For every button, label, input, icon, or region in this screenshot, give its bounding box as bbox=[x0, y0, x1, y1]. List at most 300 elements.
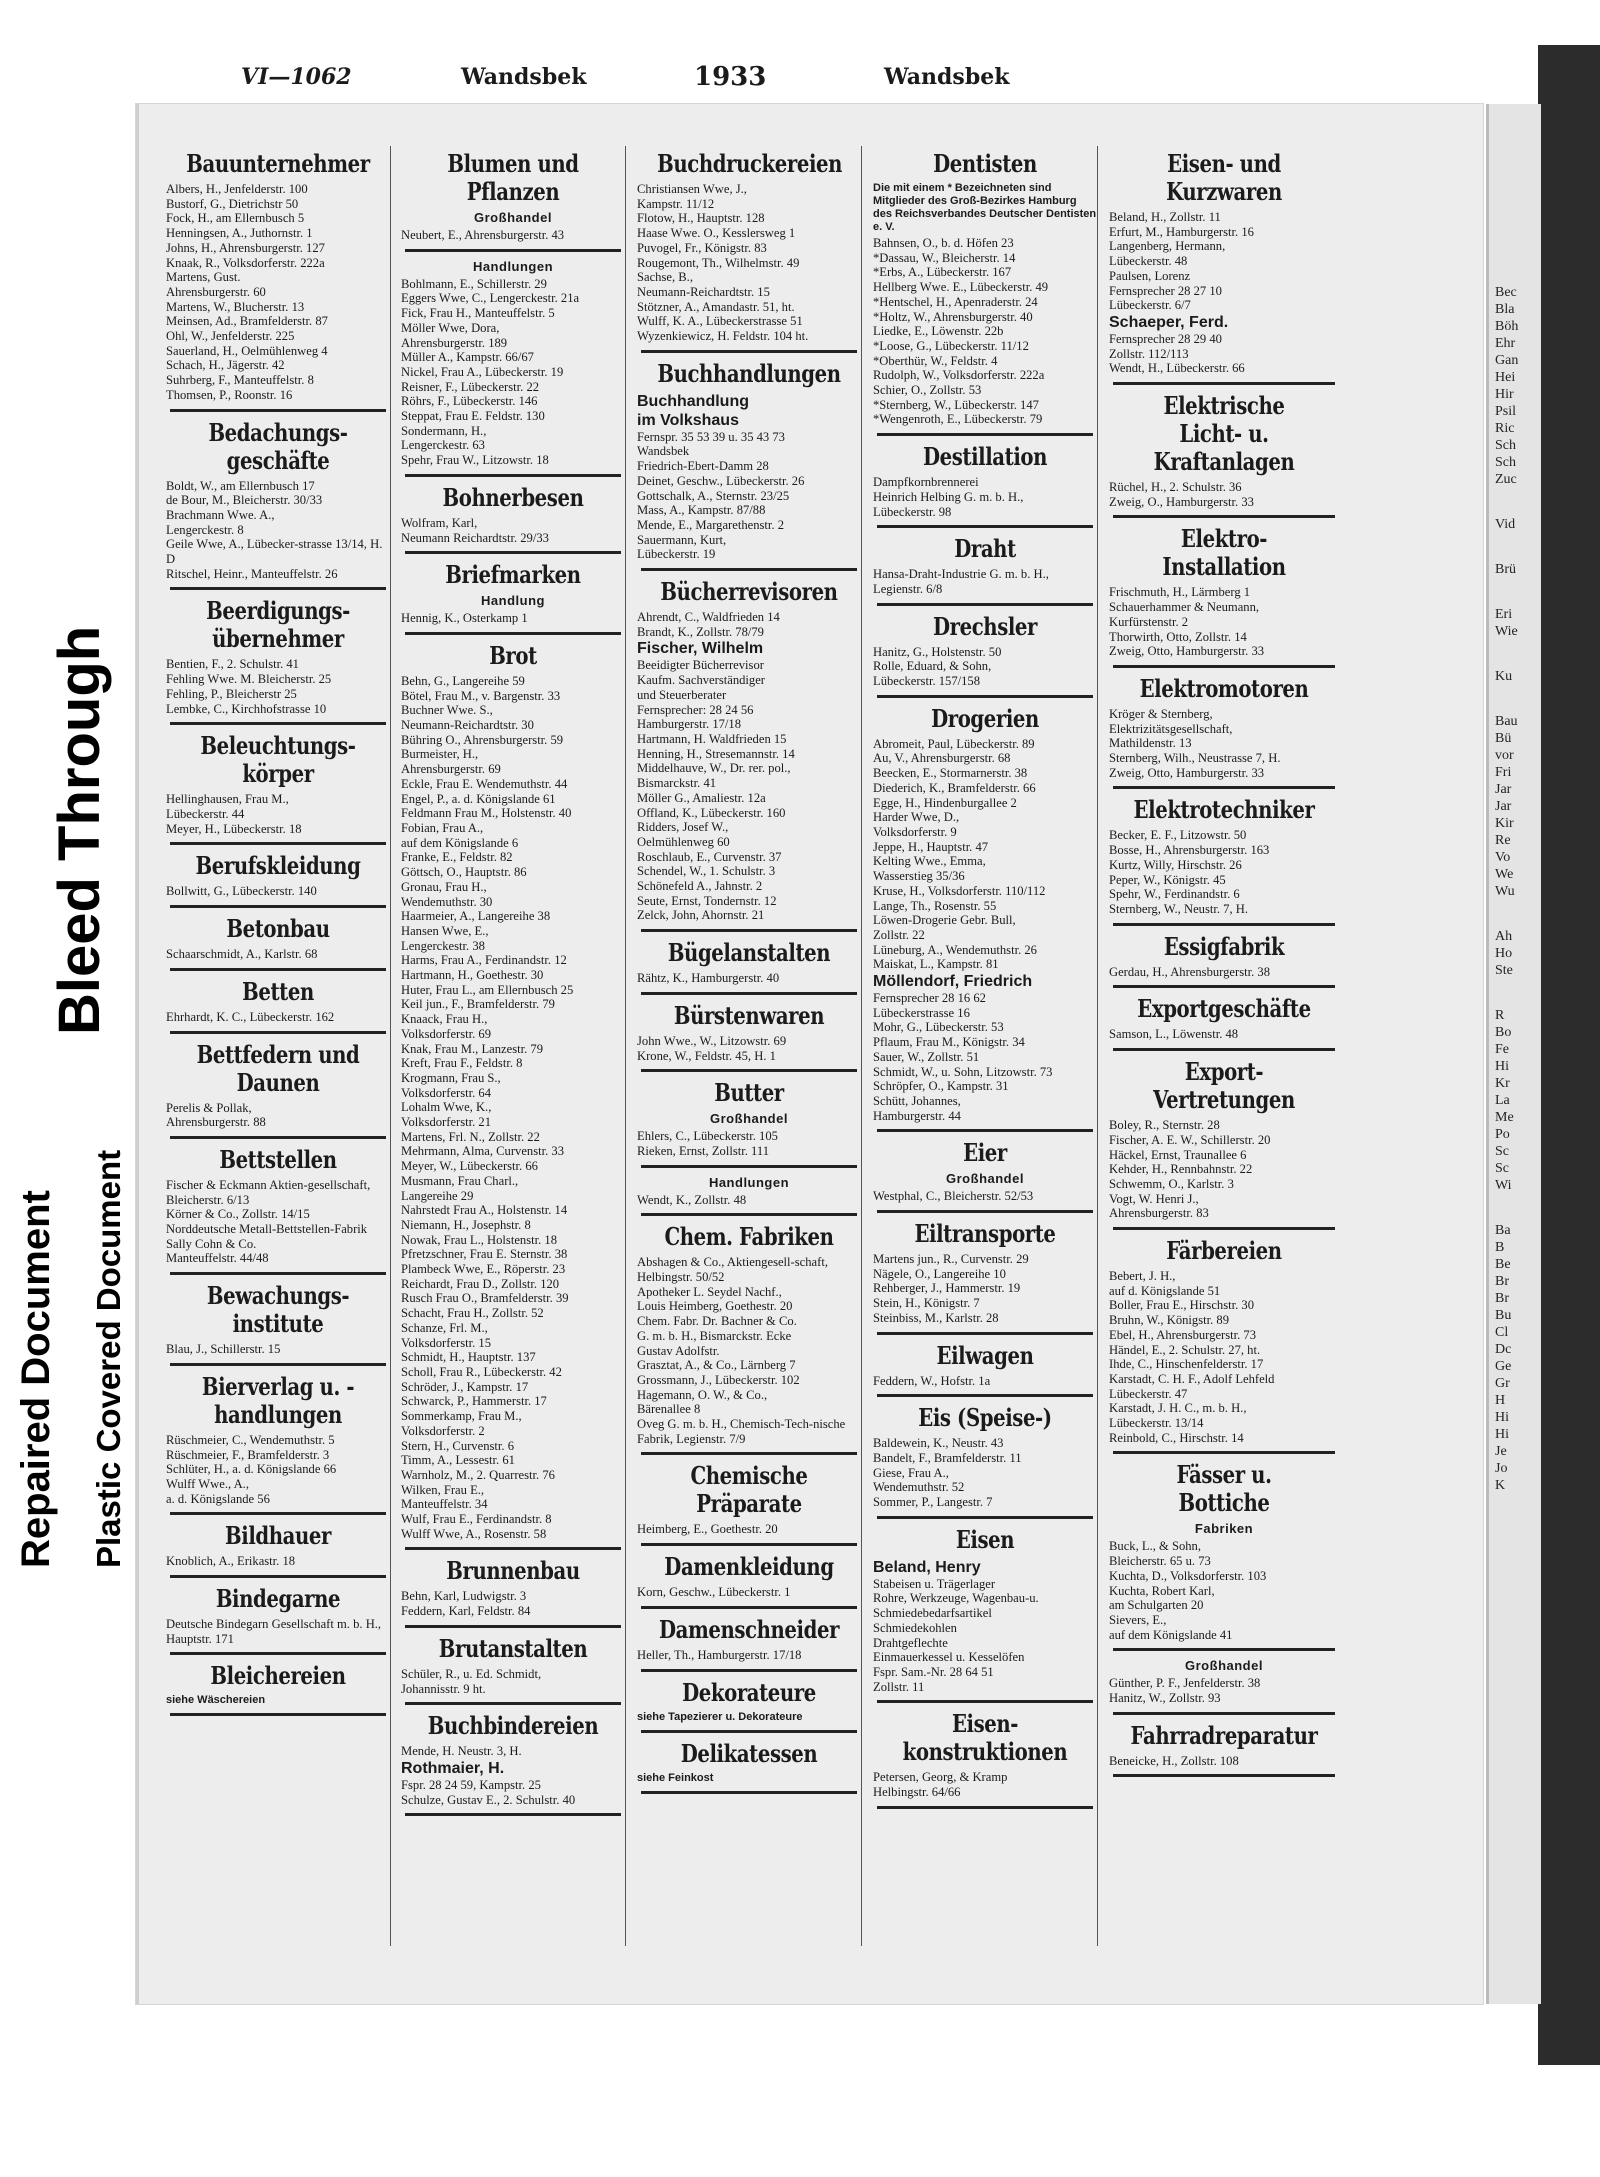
section-divider bbox=[170, 1272, 386, 1275]
directory-entry: Bahnsen, O., b. d. Höfen 23 bbox=[873, 236, 1014, 250]
section-divider bbox=[1113, 665, 1335, 668]
directory-entry: Kaufm. Sachverständiger bbox=[637, 673, 765, 688]
directory-entry: Ehlers, C., Lübeckerstr. 105 bbox=[637, 1129, 778, 1144]
directory-section bbox=[1109, 525, 1339, 668]
section-heading: Elektro-Installation bbox=[1162, 524, 1286, 582]
directory-columns bbox=[166, 146, 1466, 1946]
directory-entry: John Wwe., W., Litzowstr. 69 bbox=[637, 1033, 787, 1048]
column-2 bbox=[401, 146, 626, 1946]
directory-entry: Zollstr. 112/113 bbox=[1109, 346, 1189, 361]
directory-entry: Volksdorferstr. 21 bbox=[401, 1115, 492, 1130]
directory-section bbox=[637, 1175, 861, 1217]
directory-entry: Hellberg Wwe. E., Lübeckerstr. 49 bbox=[873, 280, 1049, 295]
directory-entry: Kampstr. 11/12 bbox=[637, 196, 715, 211]
section-subheading: Großhandel bbox=[474, 210, 552, 225]
section-subheading: Fabriken bbox=[1194, 1521, 1254, 1537]
adjacent-page-fragment: Br bbox=[1495, 1291, 1509, 1306]
directory-entry: Schier, O., Zollstr. 53 bbox=[873, 383, 982, 398]
directory-entry: Hartmann, H. Waldfrieden 15 bbox=[637, 731, 787, 746]
adjacent-page-fragment: We bbox=[1495, 867, 1514, 882]
directory-entry: Kurfürstenstr. 2 bbox=[1109, 614, 1189, 629]
section-heading: Elektrische Licht- u. Kraftanlagen bbox=[1153, 391, 1295, 477]
directory-entry: Fischer, A. E. W., Schillerstr. 20 bbox=[1109, 1132, 1271, 1147]
directory-entry: Manteuffelstr. 34 bbox=[401, 1497, 488, 1512]
directory-entry: Ahrendt, C., Waldfrieden 14 bbox=[637, 610, 780, 625]
adjacent-page-fragment: Cl bbox=[1495, 1325, 1509, 1340]
section-divider bbox=[641, 1452, 857, 1455]
directory-section bbox=[401, 561, 625, 635]
directory-entry: Wulf, Frau E., Ferdinandstr. 8 bbox=[401, 1512, 552, 1527]
directory-entry: Seute, Ernst, Tondernstr. 12 bbox=[637, 893, 777, 908]
section-divider bbox=[877, 603, 1093, 606]
directory-entry: Meinsen, Ad., Bramfelderstr. 87 bbox=[166, 314, 328, 329]
directory-entry: Becker, E. F., Litzowstr. 50 bbox=[1109, 828, 1247, 843]
directory-entry: Beneicke, H., Zollstr. 108 bbox=[1109, 1753, 1239, 1768]
directory-entry: Fernsprecher: 28 24 56 bbox=[637, 702, 754, 717]
directory-entry: Samson, L., Löwenstr. 48 bbox=[1109, 1027, 1239, 1042]
directory-entry: Neubert, E., Ahrensburgerstr. 43 bbox=[401, 228, 565, 242]
adjacent-page-fragment: R bbox=[1495, 1008, 1505, 1023]
directory-entry: Günther, P. F., Jenfelderstr. 38 bbox=[1109, 1676, 1261, 1691]
adjacent-page-fragment: Bec bbox=[1495, 285, 1517, 300]
directory-entry: Zollstr. 22 bbox=[873, 927, 925, 942]
section-divider bbox=[170, 722, 386, 725]
directory-section bbox=[166, 1282, 390, 1366]
column-1 bbox=[166, 146, 391, 1946]
section-heading: Fahrradreparatur bbox=[1130, 1720, 1318, 1750]
directory-entry: Heinrich Helbing G. m. b. H., bbox=[873, 489, 1024, 504]
directory-entry: Roschlaub, E., Curvenstr. 37 bbox=[637, 849, 782, 864]
directory-section bbox=[401, 1635, 625, 1705]
section-heading: Färbereien bbox=[1166, 1236, 1282, 1266]
directory-entry: Henning, H., Stresemannstr. 14 bbox=[637, 746, 795, 761]
directory-entry: Ridders, Josef W., bbox=[637, 820, 729, 835]
directory-section bbox=[166, 915, 390, 971]
directory-entry: Steinbiss, M., Karlstr. 28 bbox=[873, 1310, 999, 1325]
directory-section bbox=[166, 852, 390, 908]
section-heading: Dekorateure bbox=[682, 1677, 816, 1707]
section-heading: Chemische Präparate bbox=[690, 1461, 808, 1519]
section-divider bbox=[877, 1129, 1093, 1132]
directory-entry: Beland, H., Zollstr. 11 bbox=[1109, 210, 1221, 224]
directory-entry: Schauerhammer & Neumann, bbox=[1109, 600, 1260, 615]
directory-entry: Zweig, O., Hamburgerstr. 33 bbox=[1109, 494, 1254, 509]
directory-section bbox=[166, 150, 390, 412]
directory-section bbox=[401, 484, 625, 554]
section-heading: Buchdruckereien bbox=[657, 149, 843, 178]
section-divider bbox=[405, 1547, 621, 1550]
directory-entry: Harms, Frau A., Ferdinandstr. 12 bbox=[401, 953, 567, 968]
directory-entry: *Sternberg, W., Lübeckerstr. 147 bbox=[873, 397, 1039, 412]
adjacent-page-fragment: vor bbox=[1495, 748, 1514, 763]
section-heading: Bettstellen bbox=[219, 1144, 337, 1174]
adjacent-page-fragment: K bbox=[1495, 1478, 1506, 1493]
adjacent-page-fragment: Kr bbox=[1495, 1076, 1510, 1091]
directory-entry: Rüchel, H., 2. Schulstr. 36 bbox=[1109, 480, 1242, 495]
directory-entry: Nahrstedt Frau A., Holstenstr. 14 bbox=[401, 1203, 568, 1218]
directory-entry: Thomsen, P., Roonstr. 16 bbox=[166, 387, 293, 402]
adjacent-page-fragment: Bo bbox=[1495, 1025, 1512, 1040]
directory-entry: Schwemm, O., Karlstr. 3 bbox=[1109, 1176, 1234, 1191]
section-heading: Bohnerbesen bbox=[442, 482, 584, 512]
directory-entry: Ahrensburgerstr. 69 bbox=[401, 762, 501, 777]
directory-section bbox=[873, 535, 1097, 605]
directory-entry: Maiskat, L., Kampstr. 81 bbox=[873, 957, 999, 972]
adjacent-page-fragment: Br bbox=[1495, 1274, 1509, 1289]
directory-entry: Schröder, J., Kampstr. 17 bbox=[401, 1379, 529, 1394]
directory-entry: Musmann, Frau Charl., bbox=[401, 1173, 519, 1188]
adjacent-page-fragment: Böh bbox=[1495, 319, 1519, 334]
directory-entry: Lengerckestr. 63 bbox=[401, 438, 485, 453]
section-heading: Eisen- und Kurzwaren bbox=[1166, 149, 1282, 206]
adjacent-page-fragment: Ho bbox=[1495, 946, 1513, 961]
directory-section bbox=[401, 642, 625, 1550]
directory-entry: Grasztat, A., & Co., Lärnberg 7 bbox=[637, 1358, 796, 1373]
directory-entry: Buchner Wwe. S., bbox=[401, 703, 493, 718]
section-divider bbox=[405, 249, 621, 252]
directory-entry: Boller, Frau E., Hirschstr. 30 bbox=[1109, 1298, 1255, 1313]
directory-entry: Kuchta, D., Volksdorferstr. 103 bbox=[1109, 1568, 1267, 1583]
adjacent-page-fragment: Hir bbox=[1495, 387, 1514, 402]
adjacent-page-edge bbox=[1486, 104, 1541, 2004]
directory-entry: Warnholz, M., 2. Quarrestr. 76 bbox=[401, 1467, 555, 1482]
section-divider bbox=[405, 474, 621, 477]
directory-entry: Löwen-Drogerie Gebr. Bull, bbox=[873, 913, 1016, 928]
directory-entry: Heimberg, E., Goethestr. 20 bbox=[637, 1522, 778, 1537]
directory-entry: Ritschel, Heinr., Manteuffelstr. 26 bbox=[166, 566, 338, 581]
section-divider bbox=[170, 1031, 386, 1034]
directory-entry: Nägele, O., Langereihe 10 bbox=[873, 1266, 1006, 1281]
column-5 bbox=[1109, 146, 1339, 1946]
directory-entry: Oveg G. m. b. H., Chemisch-Tech-nische Fabrik, Legienstr. 7/9 bbox=[637, 1417, 849, 1446]
directory-entry: Lübeckerstr. 13/14 bbox=[1109, 1416, 1204, 1431]
directory-entry: Fspr. 28 24 59, Kampstr. 25 bbox=[401, 1777, 541, 1792]
directory-entry: Boldt, W., am Ellernbusch 17 bbox=[166, 478, 315, 493]
directory-entry: Keil jun., F., Bramfelderstr. 79 bbox=[401, 997, 555, 1012]
directory-section bbox=[873, 705, 1097, 1133]
adjacent-page-fragment: Sc bbox=[1495, 1161, 1509, 1176]
section-heading: Brutanstalten bbox=[438, 1633, 588, 1663]
directory-entry: Rougemont, Th., Wilhelmstr. 49 bbox=[637, 255, 800, 270]
directory-section bbox=[637, 1740, 861, 1794]
directory-entry: Lübeckerstr. 157/158 bbox=[873, 674, 981, 689]
section-divider bbox=[877, 1394, 1093, 1397]
directory-entry: Au, V., Ahrensburgerstr. 68 bbox=[873, 751, 1011, 766]
directory-entry: Fernspr. 35 53 39 u. 35 43 73 bbox=[637, 429, 785, 444]
directory-entry: Chem. Fabr. Dr. Bachner & Co. bbox=[637, 1314, 797, 1329]
directory-entry: Plambeck Wwe, E., Röperstr. 23 bbox=[401, 1262, 566, 1277]
section-heading: Bierverlag u. -handlungen bbox=[201, 1371, 355, 1429]
directory-entry: Stein, H., Königstr. 7 bbox=[873, 1296, 980, 1311]
section-heading: Briefmarken bbox=[445, 560, 581, 590]
directory-entry: *Loose, G., Lübeckerstr. 11/12 bbox=[873, 338, 1029, 353]
section-divider bbox=[641, 929, 857, 932]
adjacent-page-fragment: Fri bbox=[1495, 765, 1512, 780]
adjacent-page-fragment: Brü bbox=[1495, 562, 1516, 577]
directory-entry: Sievers, E., bbox=[1109, 1612, 1167, 1627]
section-divider bbox=[641, 1069, 857, 1072]
bleed-through-label: Bleed Through bbox=[47, 625, 112, 1035]
adjacent-page-fragment: Bla bbox=[1495, 302, 1515, 317]
directory-entry: Ahrensburgerstr. 189 bbox=[401, 335, 508, 350]
directory-entry: Rothmaier, H. bbox=[401, 1759, 505, 1777]
directory-entry: a. d. Königslande 56 bbox=[166, 1491, 270, 1506]
directory-section bbox=[401, 1712, 625, 1816]
section-heading: Essigfabrik bbox=[1163, 931, 1285, 961]
directory-entry: Thorwirth, Otto, Zollstr. 14 bbox=[1109, 629, 1247, 644]
section-divider bbox=[641, 568, 857, 571]
directory-entry: Sommerkamp, Frau M., bbox=[401, 1409, 522, 1424]
directory-entry: Langenberg, Hermann, bbox=[1109, 239, 1226, 254]
directory-entry: *Oberthür, W., Feldstr. 4 bbox=[873, 353, 998, 368]
directory-section bbox=[873, 1220, 1097, 1335]
section-heading: Eier bbox=[963, 1138, 1007, 1168]
year-title: 1933 bbox=[694, 62, 767, 92]
section-heading: Bürstenwaren bbox=[673, 1000, 825, 1030]
directory-entry: Abromeit, Paul, Lübeckerstr. 89 bbox=[873, 736, 1035, 751]
directory-entry: Möller G., Amaliestr. 12a bbox=[637, 790, 766, 805]
directory-entry: Wendemuthstr. 30 bbox=[401, 894, 493, 909]
directory-entry: Haarmeier, A., Langereihe 38 bbox=[401, 909, 551, 924]
directory-section bbox=[166, 1041, 390, 1139]
directory-entry: Beeidigter Bücherrevisor bbox=[637, 658, 764, 673]
directory-entry: Ohl, W., Jenfelderstr. 225 bbox=[166, 329, 295, 344]
section-divider bbox=[641, 350, 857, 353]
adjacent-page-fragment: B bbox=[1495, 1240, 1505, 1255]
section-heading: Brunnenbau bbox=[446, 1556, 580, 1586]
directory-entry: Petersen, Georg, & Kramp bbox=[873, 1770, 1008, 1785]
directory-entry: Westphal, C., Bleicherstr. 52/53 bbox=[873, 1189, 1034, 1204]
adjacent-page-fragment: Jar bbox=[1495, 799, 1512, 814]
directory-entry: Lübeckerstr. 44 bbox=[166, 806, 245, 821]
directory-entry: Bleicherstr. 65 u. 73 bbox=[1109, 1554, 1211, 1569]
directory-section bbox=[166, 419, 390, 591]
directory-entry: Bohlmann, E., Schillerstr. 29 bbox=[401, 276, 547, 291]
section-heading: Bedachungs-geschäfte bbox=[208, 417, 348, 475]
section-divider bbox=[1113, 1774, 1335, 1777]
directory-entry: Boley, R., Sternstr. 28 bbox=[1109, 1118, 1220, 1133]
section-heading: Bewachungs-institute bbox=[206, 1281, 350, 1339]
directory-entry: Hanitz, G., Holstenstr. 50 bbox=[873, 644, 1002, 659]
directory-entry: Bandelt, F., Bramfelderstr. 11 bbox=[873, 1450, 1022, 1465]
directory-entry: auf d. Königslande 51 bbox=[1109, 1283, 1221, 1298]
section-heading: Brot bbox=[489, 640, 537, 670]
section-heading: Export-Vertretungen bbox=[1153, 1057, 1295, 1115]
section-divider bbox=[1113, 1648, 1335, 1651]
directory-entry: Körner & Co., Zollstr. 14/15 bbox=[166, 1207, 310, 1222]
directory-section bbox=[166, 1662, 390, 1716]
adjacent-page-fragment: H bbox=[1495, 1393, 1506, 1408]
directory-entry: Fick, Frau H., Manteuffelstr. 5 bbox=[401, 306, 555, 321]
section-divider bbox=[1113, 985, 1335, 988]
directory-entry: Burmeister, H., bbox=[401, 747, 479, 762]
directory-entry: Niemann, H., Josephstr. 8 bbox=[401, 1217, 531, 1232]
directory-entry: Liedke, E., Löwenstr. 22b bbox=[873, 324, 1004, 339]
directory-entry: Bentien, F., 2. Schulstr. 41 bbox=[166, 657, 299, 672]
section-heading: Dentisten bbox=[933, 149, 1037, 178]
adjacent-page-fragment: Je bbox=[1495, 1444, 1507, 1459]
directory-entry: Eckle, Frau E. Wendemuthstr. 44 bbox=[401, 776, 568, 791]
directory-entry: Schlüter, H., a. d. Königslande 66 bbox=[166, 1462, 337, 1477]
section-heading: Bauunternehmer bbox=[186, 149, 370, 178]
adjacent-page-fragment: Me bbox=[1495, 1110, 1514, 1125]
directory-entry: Vogt, W. Henri J., bbox=[1109, 1191, 1199, 1206]
directory-section bbox=[637, 939, 861, 995]
directory-entry: Volksdorferstr. 69 bbox=[401, 1026, 492, 1041]
directory-entry: Volksdorferstr. 2 bbox=[401, 1423, 485, 1438]
repaired-document-label: Repaired Document bbox=[14, 1190, 58, 1568]
directory-entry: Schach, H., Jägerstr. 42 bbox=[166, 358, 285, 373]
directory-entry: Hennig, K., Osterkamp 1 bbox=[401, 611, 528, 626]
directory-entry: Manteuffelstr. 44/48 bbox=[166, 1251, 269, 1266]
directory-section bbox=[637, 1002, 861, 1072]
directory-entry: Reinbold, C., Hirschstr. 14 bbox=[1109, 1430, 1244, 1445]
directory-entry: Einmauerkessel u. Kesselöfen bbox=[873, 1650, 1025, 1665]
directory-entry: Fspr. Sam.-Nr. 28 64 51 bbox=[873, 1665, 994, 1679]
section-heading: Damenkleidung bbox=[664, 1552, 834, 1582]
section-heading: Exportgeschäfte bbox=[1137, 994, 1311, 1024]
section-subheading: Handlung bbox=[481, 593, 545, 609]
directory-entry: Neumann-Reichardtstr. 15 bbox=[637, 284, 770, 299]
directory-entry: Rüschmeier, C., Wendemuthstr. 5 bbox=[166, 1432, 335, 1447]
directory-entry: Martens jun., R., Curvenstr. 29 bbox=[873, 1252, 1029, 1267]
directory-section bbox=[1109, 1658, 1339, 1714]
directory-entry: Martens, W., Blucherstr. 13 bbox=[166, 299, 305, 314]
directory-entry: Schmiedekohlen bbox=[873, 1620, 957, 1635]
directory-entry: Fischer, Wilhelm bbox=[637, 640, 764, 658]
directory-entry: Kehder, H., Rennbahnstr. 22 bbox=[1109, 1162, 1253, 1177]
directory-entry: Spehr, W., Ferdinandstr. 6 bbox=[1109, 887, 1240, 902]
directory-section bbox=[1109, 995, 1339, 1051]
directory-entry: auf dem Königslande 41 bbox=[1109, 1627, 1233, 1642]
directory-entry: Erfurt, M., Hamburgerstr. 16 bbox=[1109, 224, 1254, 239]
directory-entry: Brandt, K., Zollstr. 78/79 bbox=[637, 624, 764, 639]
adjacent-page-fragment: Eri bbox=[1495, 607, 1513, 622]
section-divider bbox=[641, 992, 857, 995]
directory-entry: Knoblich, A., Erikastr. 18 bbox=[166, 1554, 296, 1569]
directory-entry: Buck, L., & Sohn, bbox=[1109, 1539, 1202, 1554]
directory-entry: Egge, H., Hindenburgallee 2 bbox=[873, 795, 1017, 810]
section-subheading: Handlungen bbox=[708, 1174, 790, 1190]
directory-entry: Lübeckerstr. 47 bbox=[1109, 1386, 1188, 1401]
directory-entry: Wyzenkiewicz, H. Feldstr. 104 ht. bbox=[637, 329, 809, 344]
directory-entry: Offland, K., Lübeckerstr. 160 bbox=[637, 805, 786, 820]
page-header bbox=[126, 58, 1162, 94]
adjacent-page-fragment: Hei bbox=[1495, 370, 1516, 385]
section-divider bbox=[877, 1332, 1093, 1335]
section-divider bbox=[170, 905, 386, 908]
directory-entry: Nowak, Frau L., Holstenstr. 18 bbox=[401, 1232, 558, 1247]
directory-entry: Meyer, W., Lübeckerstr. 66 bbox=[401, 1159, 538, 1174]
directory-entry: Kruse, H., Volksdorferstr. 110/112 bbox=[873, 883, 1046, 898]
directory-entry: Behn, G., Langereihe 59 bbox=[401, 673, 525, 688]
section-heading: Eisen bbox=[955, 1524, 1015, 1554]
directory-entry: Harder Wwe, D., bbox=[873, 810, 960, 825]
directory-entry: Hellinghausen, Frau M., bbox=[166, 792, 289, 807]
directory-entry: Stern, H., Curvenstr. 6 bbox=[401, 1438, 514, 1453]
directory-entry: Pfretzschner, Frau E. Sternstr. 38 bbox=[401, 1247, 568, 1262]
section-heading: Eilwagen bbox=[936, 1340, 1034, 1370]
adjacent-page-fragment: Vo bbox=[1495, 850, 1511, 865]
directory-entry: Peper, W., Königstr. 45 bbox=[1109, 872, 1226, 887]
directory-entry: Wendt, H., Lübeckerstr. 66 bbox=[1109, 361, 1245, 376]
directory-entry: Wolfram, Karl, bbox=[401, 515, 478, 530]
directory-entry: Schmidt, W., u. Sohn, Litzowstr. 73 bbox=[873, 1064, 1053, 1079]
directory-entry: Mende, E., Margarethenstr. 2 bbox=[637, 517, 785, 532]
section-heading: Elektrotechniker bbox=[1133, 795, 1315, 825]
directory-entry: Ebel, H., Ahrensburgerstr. 73 bbox=[1109, 1327, 1257, 1342]
section-heading: Buchhandlungen bbox=[657, 358, 841, 388]
directory-entry: Rähtz, K., Hamburgerstr. 40 bbox=[637, 971, 780, 986]
section-divider bbox=[170, 1713, 386, 1716]
directory-entry: Schönefeld A., Jahnstr. 2 bbox=[637, 879, 763, 894]
directory-entry: Sachse, B., bbox=[637, 270, 693, 285]
adjacent-page-fragment: Hi bbox=[1495, 1059, 1509, 1074]
section-heading: Elektromotoren bbox=[1139, 673, 1309, 703]
section-divider bbox=[170, 409, 386, 412]
section-divider bbox=[641, 1213, 857, 1216]
directory-entry: Giese, Frau A., bbox=[873, 1465, 949, 1480]
directory-section bbox=[873, 1139, 1097, 1213]
directory-entry: Bruhn, W., Königstr. 89 bbox=[1109, 1313, 1230, 1328]
directory-section bbox=[166, 1522, 390, 1578]
section-divider bbox=[641, 1669, 857, 1672]
section-divider bbox=[170, 842, 386, 845]
directory-entry: Schacht, Frau H., Zollstr. 52 bbox=[401, 1306, 544, 1321]
directory-section bbox=[1109, 1722, 1339, 1778]
directory-entry: Hagemann, O. W., & Co., bbox=[637, 1387, 768, 1402]
directory-entry: Korn, Geschw., Lübeckerstr. 1 bbox=[637, 1585, 791, 1600]
directory-section bbox=[637, 1616, 861, 1672]
directory-entry: Feldmann Frau M., Holstenstr. 40 bbox=[401, 806, 572, 821]
section-divider bbox=[641, 1165, 857, 1168]
section-divider bbox=[170, 1363, 386, 1366]
section-heading: Delikatessen bbox=[680, 1738, 818, 1768]
directory-entry: Sauermann, Kurt, bbox=[637, 532, 727, 547]
section-divider bbox=[877, 695, 1093, 698]
directory-entry: Perelis & Pollak, bbox=[166, 1100, 252, 1115]
directory-entry: Rolle, Eduard, & Sohn, bbox=[873, 659, 992, 674]
directory-entry: Kröger & Sternberg, bbox=[1109, 706, 1213, 721]
section-divider bbox=[405, 1702, 621, 1705]
directory-section bbox=[873, 1526, 1097, 1704]
directory-entry: Lengerckestr. 8 bbox=[166, 522, 244, 537]
section-divider bbox=[641, 1543, 857, 1546]
directory-entry: Legienstr. 6/8 bbox=[873, 581, 943, 596]
directory-entry: Fock, H., am Ellernbusch 5 bbox=[166, 211, 305, 226]
directory-entry: Gottschalk, A., Sternstr. 23/25 bbox=[637, 488, 790, 503]
directory-entry: Rieken, Ernst, Zollstr. 111 bbox=[637, 1143, 769, 1158]
adjacent-page-fragment: Ge bbox=[1495, 1359, 1512, 1374]
section-heading: Bleichereien bbox=[210, 1661, 346, 1691]
adjacent-page-fragment: Bau bbox=[1495, 714, 1518, 729]
section-heading: Bücherrevisoren bbox=[660, 577, 838, 607]
directory-entry: de Bour, M., Bleicherstr. 30/33 bbox=[166, 493, 323, 508]
directory-entry: Baldewein, K., Neustr. 43 bbox=[873, 1436, 1004, 1451]
column-3 bbox=[637, 146, 862, 1946]
directory-entry: Schaeper, Ferd. bbox=[1109, 313, 1229, 331]
section-divider bbox=[877, 1806, 1093, 1809]
directory-entry: Müller A., Kampstr. 66/67 bbox=[401, 350, 534, 365]
section-divider bbox=[877, 1210, 1093, 1213]
directory-entry: Helbingstr. 64/66 bbox=[873, 1785, 961, 1800]
directory-entry: Feddern, W., Hofstr. 1a bbox=[873, 1373, 991, 1388]
adjacent-page-fragment: Wie bbox=[1495, 624, 1518, 639]
directory-entry: Schaarschmidt, A., Karlstr. 68 bbox=[166, 947, 318, 962]
directory-entry: Fobian, Frau A., bbox=[401, 820, 484, 835]
directory-entry: Bötel, Frau M., v. Bargenstr. 33 bbox=[401, 688, 561, 703]
section-divider bbox=[877, 433, 1093, 436]
